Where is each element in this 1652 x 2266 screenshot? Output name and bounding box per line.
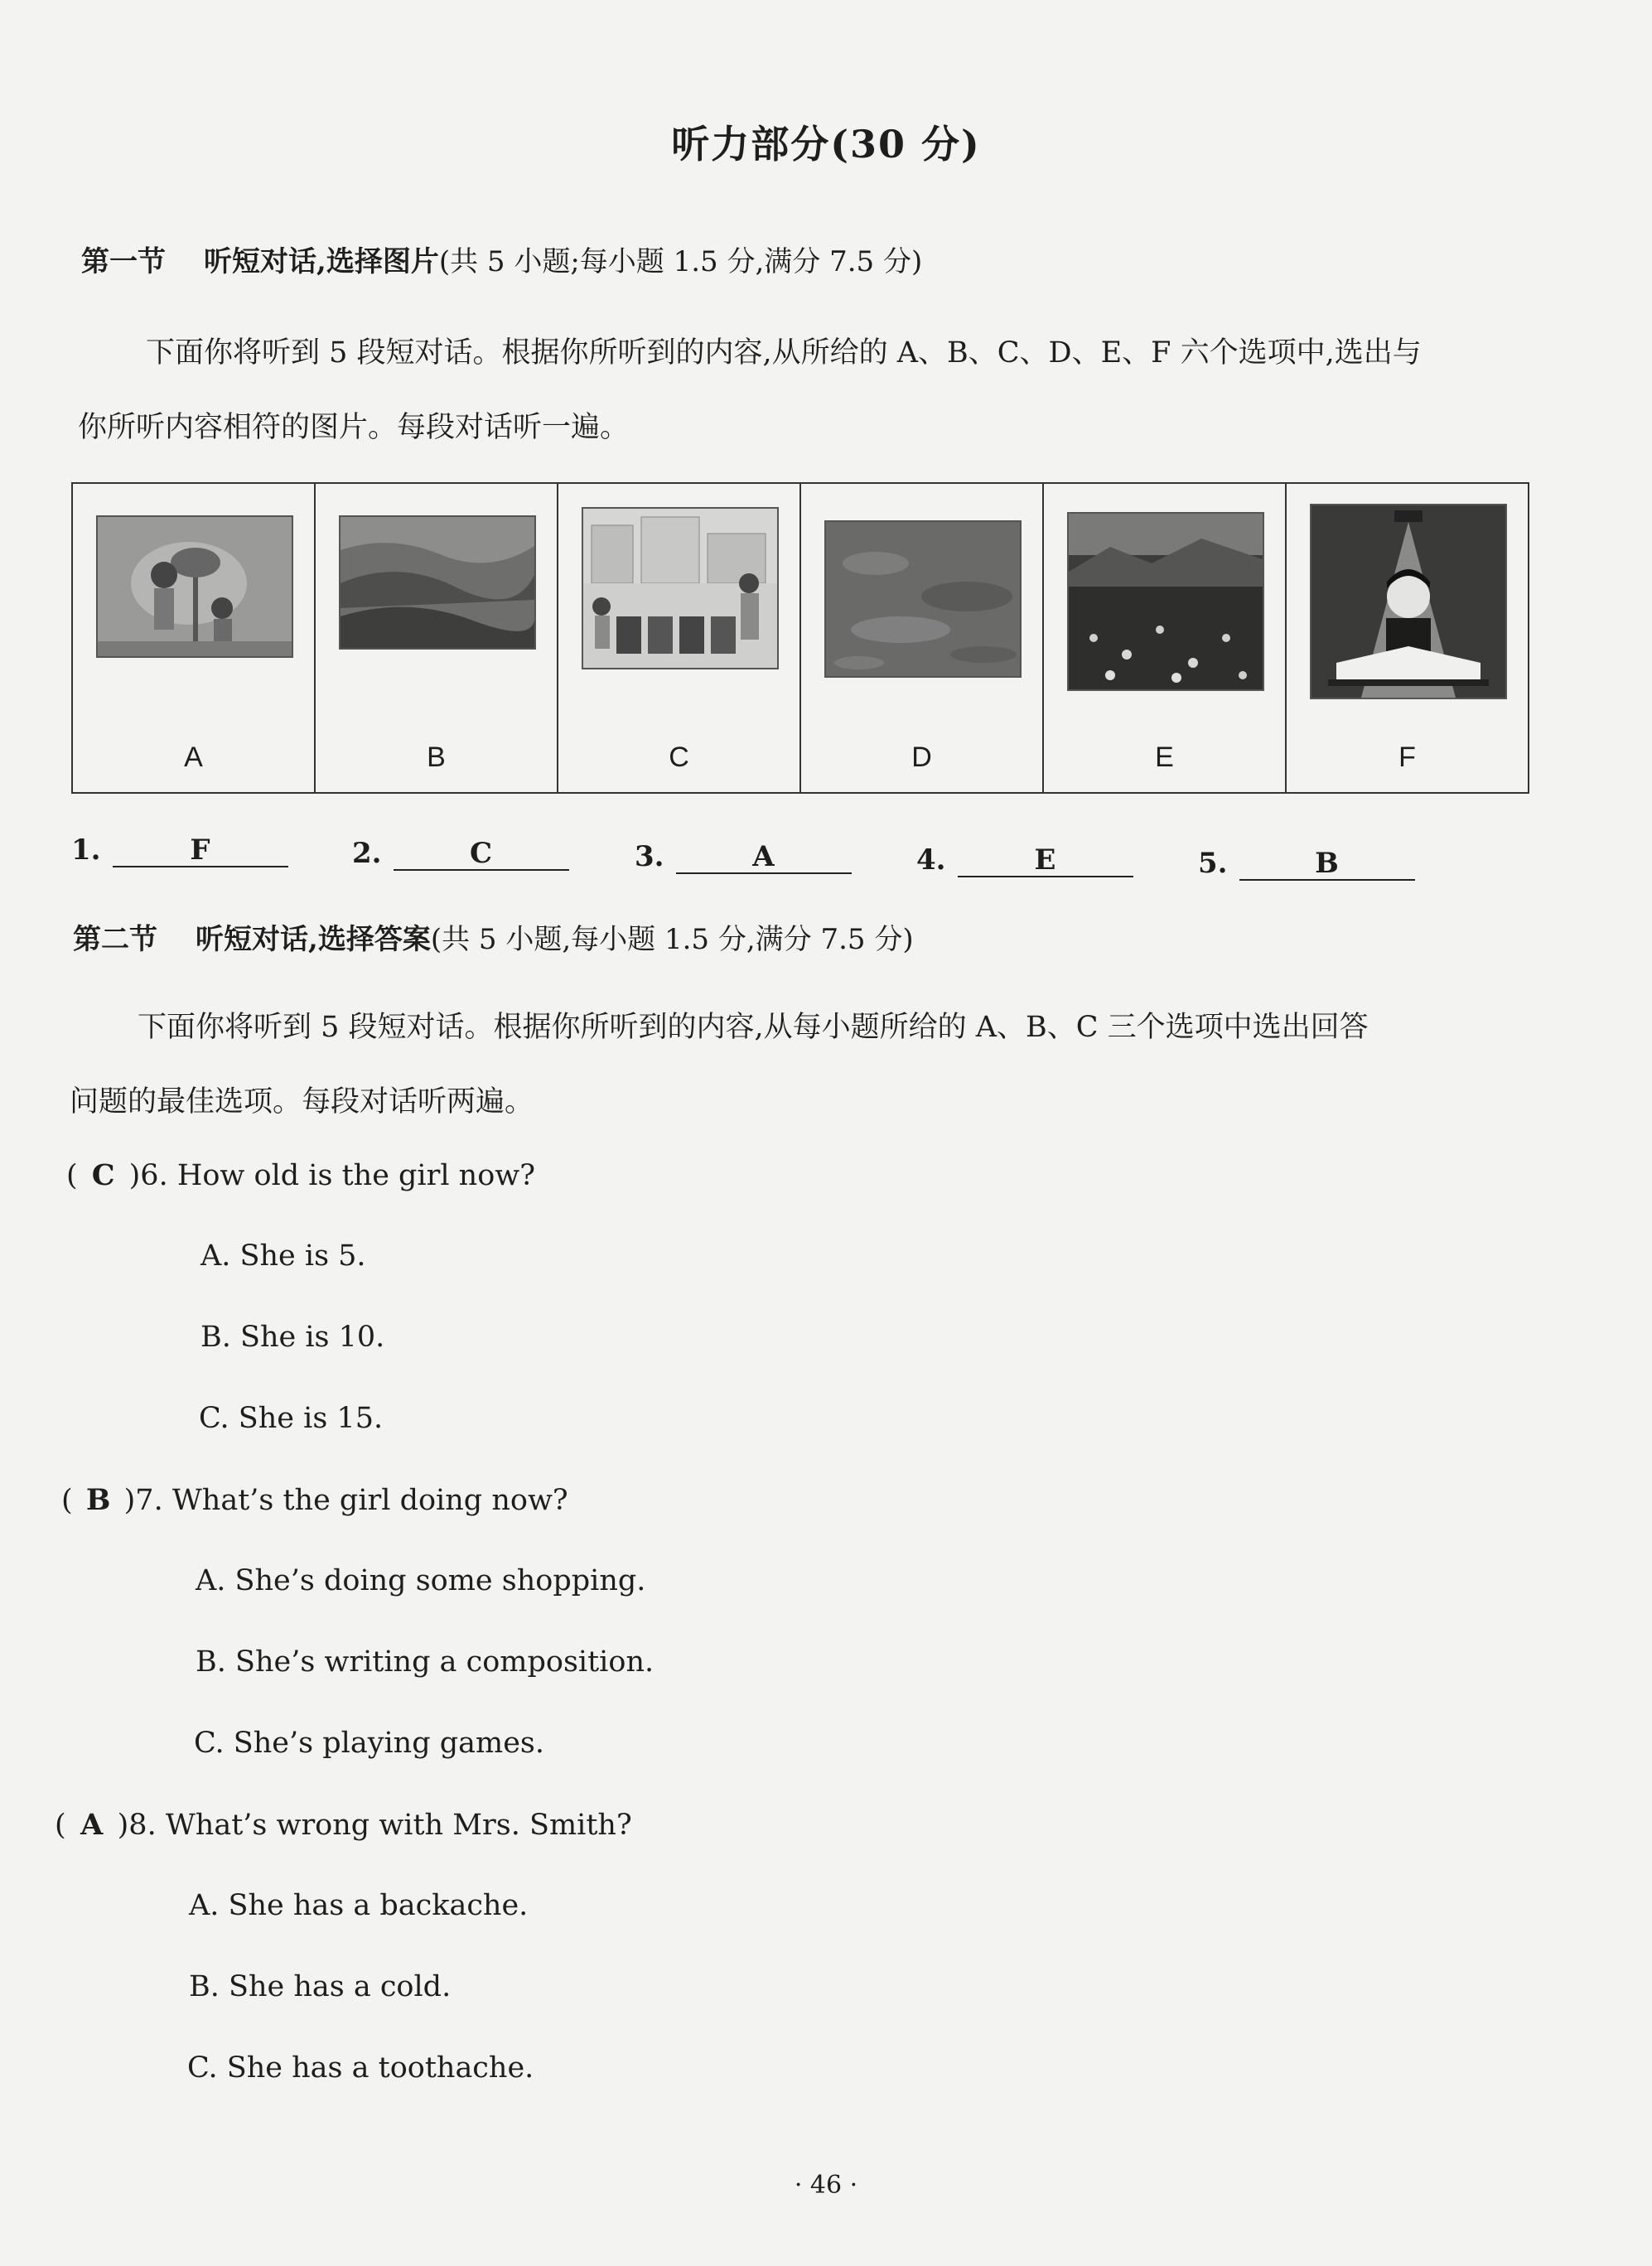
section2-name: 听短对话,选择答案 [196, 923, 431, 956]
question-8-text: )8. What’s wrong with Mrs. Smith? [117, 1809, 632, 1842]
answer-blank-4-value[interactable]: E [958, 845, 1133, 877]
picture-a-image [96, 515, 293, 658]
section1-label: 第一节 [81, 245, 166, 278]
question-8-option-b: B. She has a cold. [189, 1970, 452, 2003]
picture-cell-d [801, 484, 1044, 792]
answer-blank-4 [916, 843, 1133, 877]
question-7: ( B )7. What’s the girl doing now? [61, 1483, 568, 1517]
picture-e-label: E [1155, 742, 1174, 773]
picture-a-label: A [184, 742, 203, 773]
question-6-answer[interactable]: C [91, 1158, 115, 1192]
question-6-text: )6. How old is the girl now? [128, 1159, 536, 1192]
question-7-option-c: C. She’s playing games. [194, 1727, 544, 1760]
question-7-answer[interactable]: B [85, 1483, 111, 1517]
answer-blank-1-value[interactable]: F [113, 835, 288, 867]
picture-b-image [339, 515, 536, 650]
section2-note: (共 5 小题,每小题 1.5 分,满分 7.5 分) [430, 923, 914, 956]
answer-blank-5 [1198, 847, 1415, 881]
picture-d-label: D [911, 742, 932, 773]
picture-cell-c [558, 484, 801, 792]
picture-c-image [582, 507, 779, 669]
section2-label: 第二节 [73, 923, 157, 956]
question-7-text: )7. What’s the girl doing now? [123, 1484, 568, 1517]
picture-cell-e [1044, 484, 1287, 792]
picture-table [71, 482, 1529, 794]
section2-instruction-line2: 问题的最佳选项。每段对话听两遍。 [70, 1085, 534, 1119]
page-title: 听力部分(30 分) [671, 122, 981, 167]
answer-blank-5-value[interactable]: B [1239, 848, 1415, 881]
picture-cell-a [73, 484, 316, 792]
question-8-option-a: A. She has a backache. [189, 1889, 529, 1922]
section1-instruction-line2: 你所听内容相符的图片。每段对话听一遍。 [78, 411, 630, 444]
question-8-answer[interactable]: A [80, 1808, 104, 1842]
question-7-option-a: A. She’s doing some shopping. [196, 1564, 646, 1597]
question-6-option-c: C. She is 15. [199, 1402, 384, 1435]
answer-blank-4-num: 4. [916, 843, 946, 877]
picture-c-label: C [669, 742, 689, 773]
section1-note: (共 5 小题;每小题 1.5 分,满分 7.5 分) [438, 245, 923, 278]
picture-cell-b [316, 484, 558, 792]
question-8-option-c: C. She has a toothache. [187, 2051, 534, 2085]
section1-instruction-line1: 下面你将听到 5 段短对话。根据你所听到的内容,从所给的 A、B、C、D、E、F 六个选项中,选出与 [146, 336, 1422, 370]
picture-e-image [1067, 512, 1264, 691]
picture-f-image [1310, 504, 1507, 699]
section1-name: 听短对话,选择图片 [204, 245, 439, 278]
question-8: ( A )8. What’s wrong with Mrs. Smith? [55, 1808, 632, 1842]
answer-blank-3 [635, 840, 852, 874]
question-6-option-b: B. She is 10. [200, 1321, 385, 1354]
picture-d-image [824, 520, 1022, 678]
section2-heading [73, 916, 914, 957]
question-6-option-a: A. She is 5. [200, 1239, 366, 1273]
section2-instruction-line1: 下面你将听到 5 段短对话。根据你所听到的内容,从每小题所给的 A、B、C 三个选项中选出回答 [138, 1011, 1369, 1044]
answer-blank-1 [71, 833, 288, 867]
answer-blank-5-num: 5. [1198, 847, 1228, 880]
answer-blank-1-num: 1. [71, 833, 101, 867]
answer-blank-2-value[interactable]: C [394, 838, 569, 871]
page-number: · 46 · [794, 2171, 858, 2200]
question-7-option-b: B. She’s writing a composition. [196, 1645, 655, 1679]
picture-f-label: F [1398, 742, 1416, 773]
answer-blank-2-num: 2. [352, 837, 382, 870]
answer-blank-3-num: 3. [635, 840, 664, 873]
answer-blank-3-value[interactable]: A [676, 842, 852, 874]
section1-heading [81, 239, 922, 279]
picture-cell-f [1287, 484, 1528, 792]
answer-blank-2 [352, 837, 569, 871]
question-6: ( C )6. How old is the girl now? [66, 1158, 536, 1192]
picture-b-label: B [427, 742, 446, 773]
